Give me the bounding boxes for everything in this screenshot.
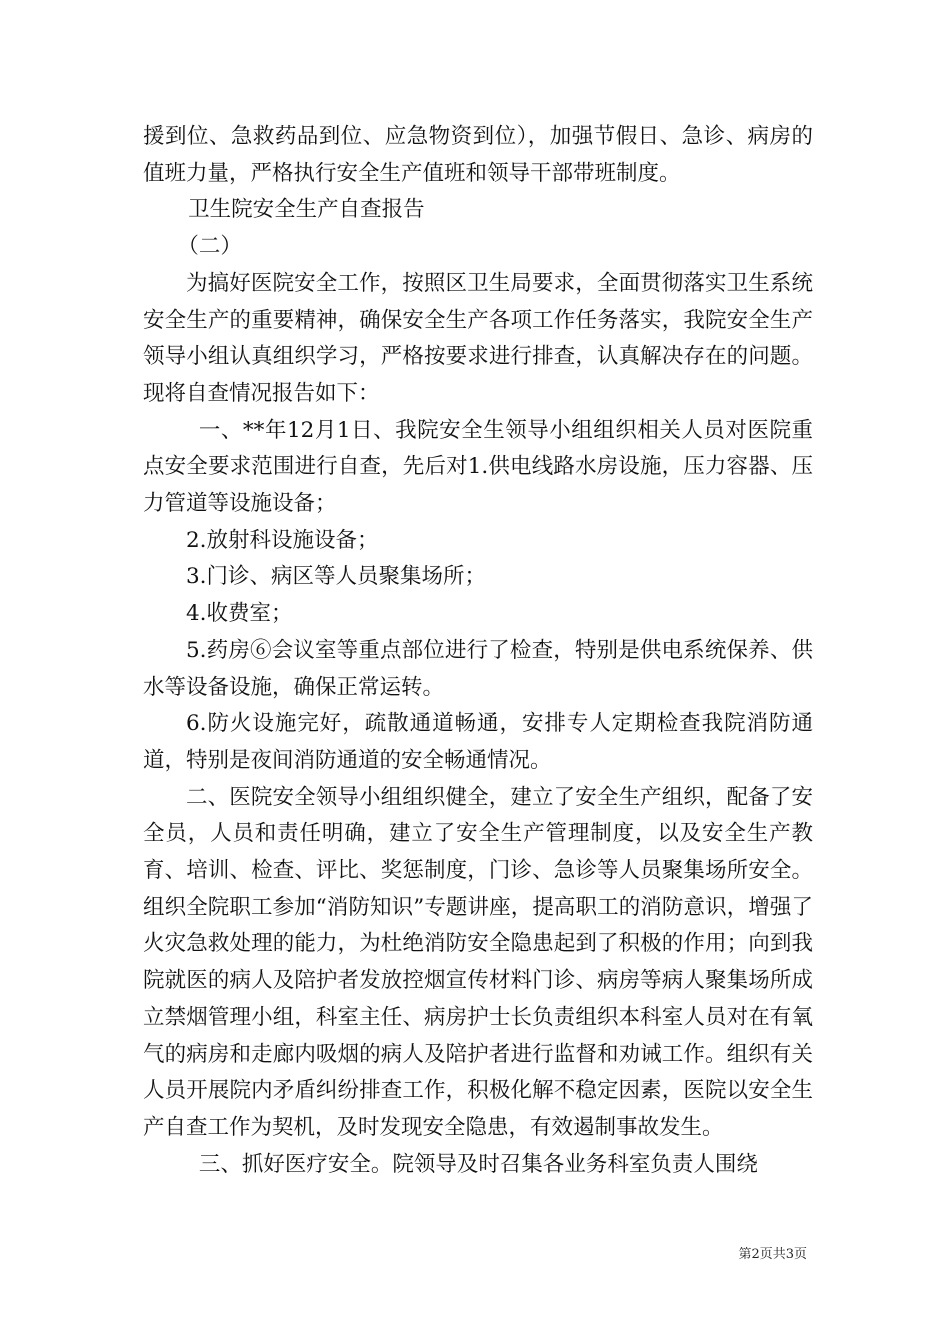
list-item-4: 4.收费室； <box>186 601 293 627</box>
list-item-2: 2.放射科设施设备； <box>186 527 379 553</box>
paragraph-continuation: 援到位、急救药品到位、应急物资到位），加强节假日、急诊、病房的值班力量，严格执行安全生产值班和领导干部带班制度。 <box>143 124 813 186</box>
paragraph-item-3: 三、抓好医疗安全。院领导及时召集各业务科室负责人围绕 <box>198 1151 758 1177</box>
list-item-5: 5.药房⑥会议室等重点部位进行了检查，特别是供电系统保养、供水等设备设施，确保正常运转。 <box>143 637 813 700</box>
page-number: 第2页共3页 <box>738 1247 807 1262</box>
list-item-3: 3.门诊、病区等人员聚集场所； <box>186 564 487 590</box>
paragraph-item-1: 一、**年12月1日、我院安全生领导小组组织相关人员对医院重点安全要求范围进行自查，先后对1.供电线路水房设施，压力容器、压力管道等设施设备； <box>143 417 813 517</box>
list-item-6: 6.防火设施完好，疏散通道畅通，安排专人定期检查我院消防通道，特别是夜间消防通道的安全畅通情况。 <box>143 711 813 773</box>
section-number: （二） <box>177 234 242 260</box>
document-body <box>143 119 813 1183</box>
report-title: 卫生院安全生产自查报告 <box>188 197 425 223</box>
paragraph-intro: 为搞好医院安全工作，按照区卫生局要求，全面贯彻落实卫生系统安全生产的重要精神，确保安全生产各项工作任务落实，我院安全生产领导小组认真组织学习，严格按要求进行排查，认真解决存在的问题。现将自查情况报告如下： <box>143 270 813 406</box>
paragraph-item-2: 二、医院安全领导小组组织健全，建立了安全生产组织，配备了安全员，人员和责任明确，建立了安全生产管理制度，以及安全生产教育、培训、检查、评比、奖惩制度，门诊、急诊等人员聚集场所安全。组织全院职工参加“消防知识”专题讲座，提高职工的消防意识，增强了火灾急救处理的能力，为杜绝消防安全隐患起到了积极的作用；向到我院就医的病人及陪护者发放控烟宣传材料门诊、病房等病人聚集场所成立禁烟管理小组，科室主任、病房护士长负责组织本科室人员对在有氧气的病房和走廊内吸烟的病人及陪护者进行监督和劝诫工作。组织有关人员开展院内矛盾纠纷排查工作，积极化解不稳定因素，医院以安全生产自查工作为契机，及时发现安全隐患，有效遏制事故发生。 <box>143 784 813 1140</box>
